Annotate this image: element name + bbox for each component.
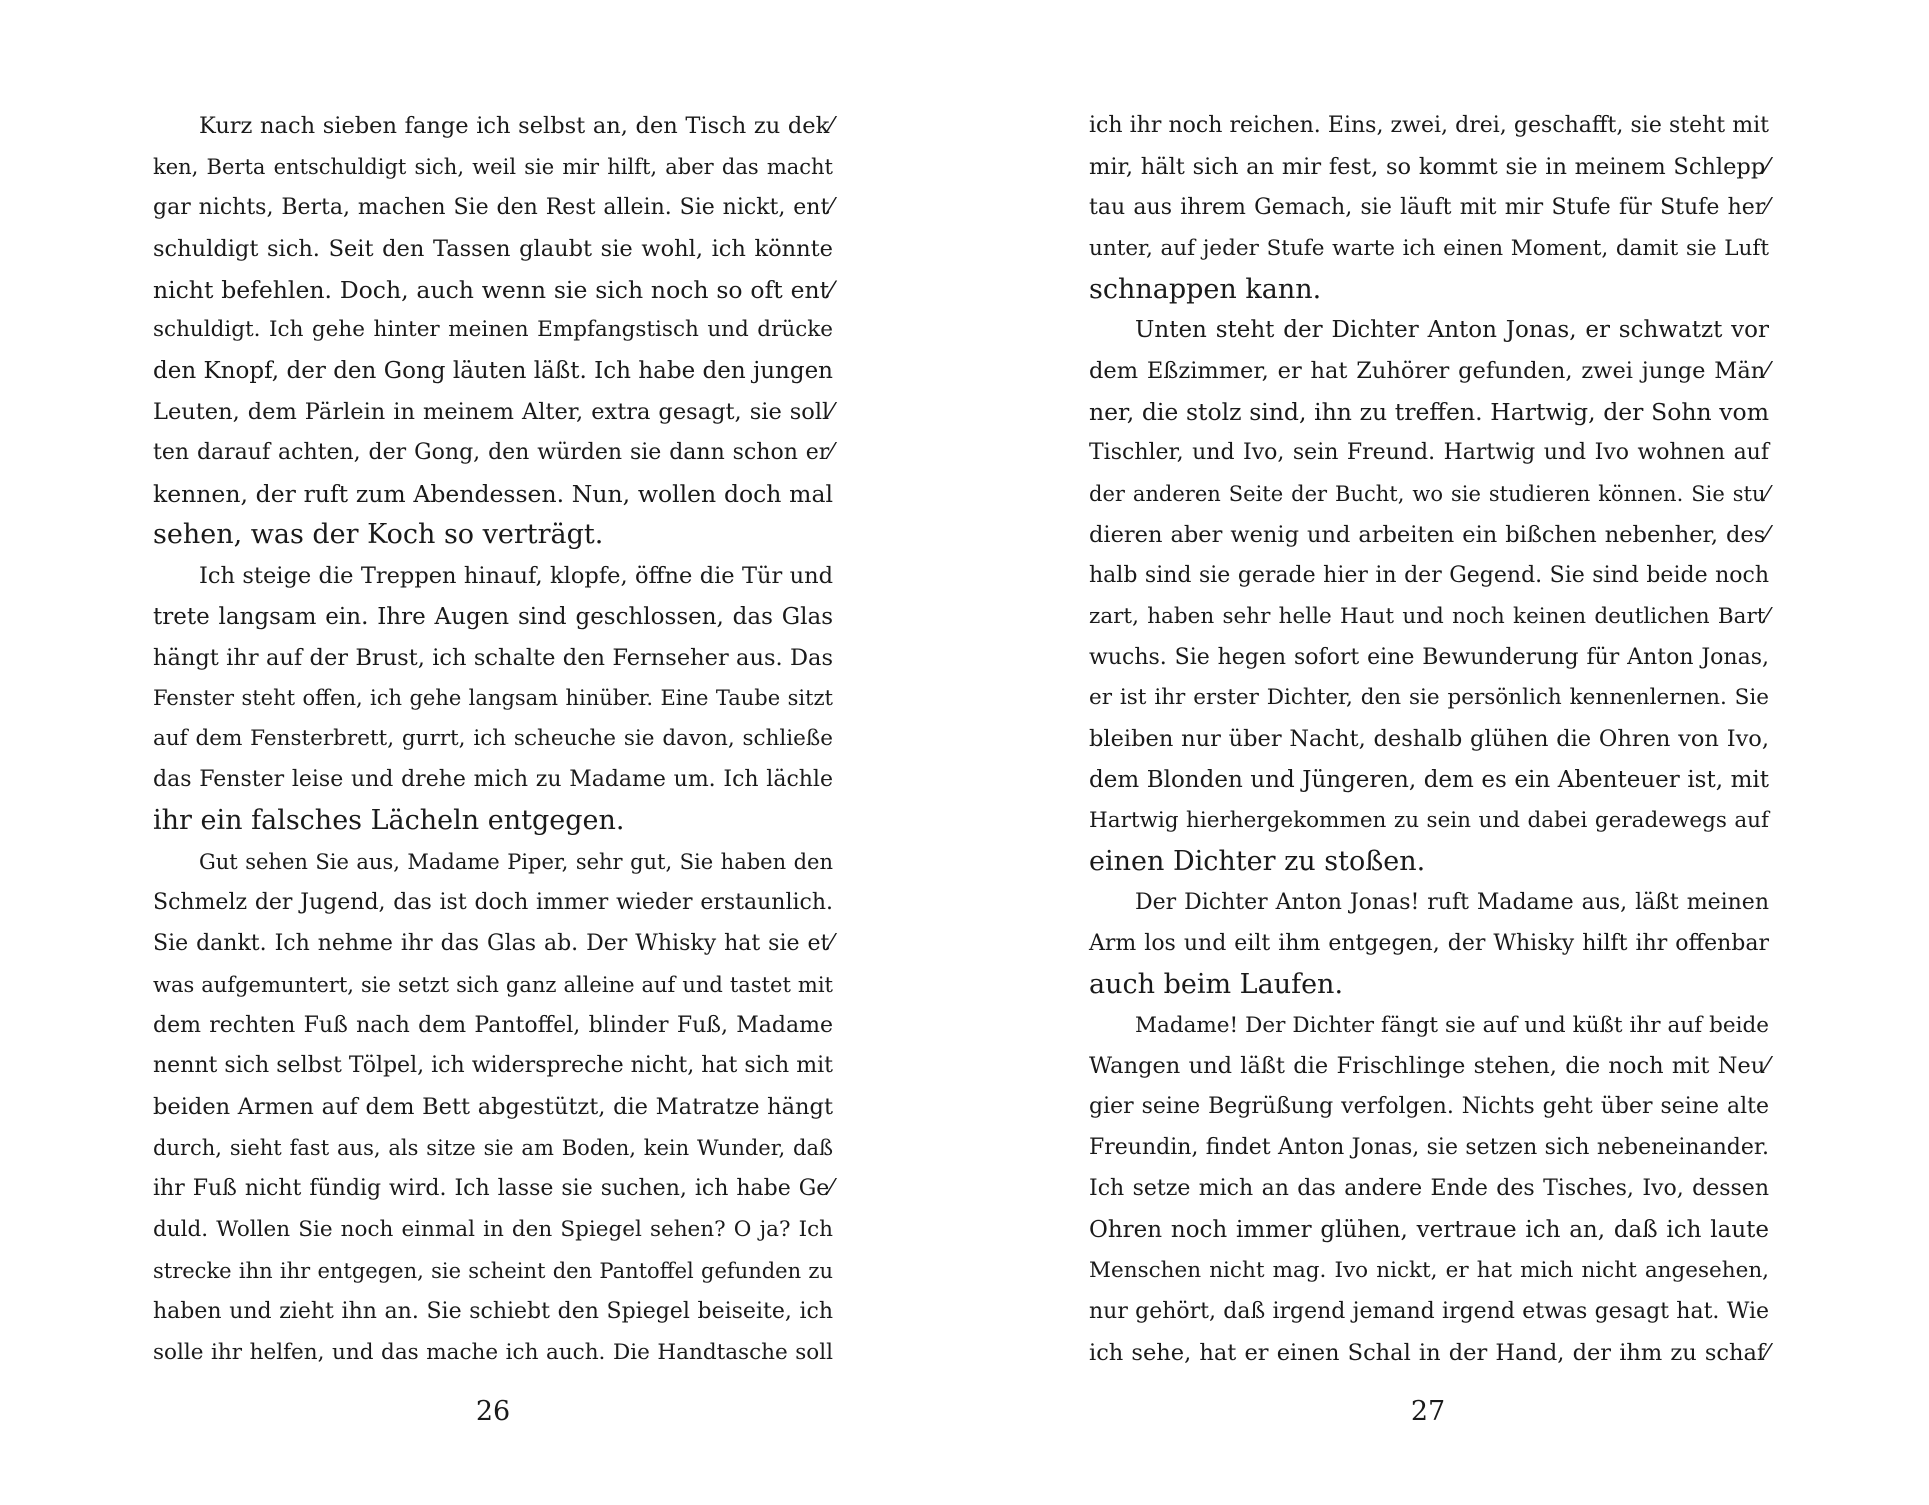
text-line: Gut sehen Sie aus, Madame Piper, sehr gut, Sie haben den [199,850,833,875]
text-line: Arm los und eilt ihm entgegen, der Whisky hilft ihr offenbar [1089,930,1769,956]
text-line: wuchs. Sie hegen sofort eine Bewunderung für Anton Jonas, [1089,644,1769,670]
text-line: Hartwig hierhergekommen zu sein und dabei geradewegs auf [1089,808,1769,834]
text-line: Leuten, dem Pärlein in meinem Alter, extra gesagt, sie soll⁄ [153,399,833,426]
text-line: halb sind sie gerade hier in der Gegend. Sie sind beide noch [1089,562,1769,588]
text-line: Madame! Der Dichter fängt sie auf und küßt ihr auf beide [1135,1012,1769,1038]
text-line: dem rechten Fuß nach dem Pantoffel, blinder Fuß, Madame [153,1012,833,1038]
text-line: das Fenster leise und drehe mich zu Madame um. Ich lächle [153,767,833,793]
text-line: zart, haben sehr helle Haut und noch keinen deutlichen Bart⁄ [1089,603,1769,629]
text-line: trete langsam ein. Ihre Augen sind geschlossen, das Glas [153,603,833,630]
text-line: er ist ihr erster Dichter, den sie persönlich kennenlernen. Sie [1089,685,1769,711]
text-line: ihr ein falsches Lächeln entgegen. [153,805,625,837]
text-line: Freundin, findet Anton Jonas, sie setzen sich nebeneinander. [1089,1135,1769,1161]
text-line: gar nichts, Berta, machen Sie den Rest allein. Sie nickt, ent⁄ [153,194,833,220]
text-line: sehen, was der Koch so verträgt. [153,518,604,550]
text-line: dem Blonden und Jüngeren, dem es ein Abenteuer ist, mit [1089,767,1769,794]
text-line: bleiben nur über Nacht, deshalb glühen die Ohren von Ivo, [1089,726,1769,753]
text-line: Unten steht der Dichter Anton Jonas, er schwatzt vor [1135,317,1769,344]
text-line: tau aus ihrem Gemach, sie läuft mit mir Stufe für Stufe her⁄ [1089,194,1769,220]
text-line: ken, Berta entschuldigt sich, weil sie mir hilft, aber das macht [153,154,833,179]
text-line: auch beim Laufen. [1089,968,1344,1000]
page-number-left: 26 [475,1396,511,1427]
text-line: ihr Fuß nicht fündig wird. Ich lasse sie suchen, ich habe Ge⁄ [153,1176,833,1202]
text-line: hängt ihr auf der Brust, ich schalte den Fernseher aus. Das [153,644,833,671]
text-line: ich ihr noch reichen. Eins, zwei, drei, geschafft, sie steht mit [1089,113,1769,138]
text-line: Tischler, und Ivo, sein Freund. Hartwig und Ivo wohnen auf [1089,440,1769,466]
text-line: Kurz nach sieben fange ich selbst an, den Tisch zu dek⁄ [199,113,833,139]
text-line: dieren aber wenig und arbeiten ein bißchen nebenher, des⁄ [1089,521,1769,548]
text-line: Fenster steht offen, ich gehe langsam hinüber. Eine Taube sitzt [153,686,833,711]
text-line: haben und zieht ihn an. Sie schiebt den Spiegel beiseite, ich [153,1298,833,1324]
text-line: duld. Wollen Sie noch einmal in den Spiegel sehen? O ja? Ich [153,1217,833,1243]
text-line: dem Eßzimmer, er hat Zuhörer gefunden, zwei junge Män⁄ [1089,358,1769,385]
text-line: Ich setze mich an das andere Ende des Tisches, Ivo, dessen [1089,1176,1769,1202]
text-line: beiden Armen auf dem Bett abgestützt, die Matratze hängt [153,1094,833,1121]
text-line: was aufgemuntert, sie setzt sich ganz alleine auf und tastet mit [153,972,833,997]
text-line: unter, auf jeder Stufe warte ich einen Moment, damit sie Luft [1089,235,1769,261]
text-line: kennen, der ruft zum Abendessen. Nun, wollen doch mal [153,480,833,509]
text-line: Sie dankt. Ich nehme ihr das Glas ab. Der Whisky hat sie et⁄ [153,930,833,956]
text-line: nicht befehlen. Doch, auch wenn sie sich noch so oft ent⁄ [153,275,833,304]
text-line: Wangen und läßt die Frischlinge stehen, die noch mit Neu⁄ [1089,1053,1769,1080]
text-line: Ohren noch immer glühen, vertraue ich an, daß ich laute [1089,1217,1769,1244]
right-page [964,0,1928,1505]
text-line: ner, die stolz sind, ihn zu treffen. Hartwig, der Sohn vom [1089,398,1769,427]
page-number-right: 27 [1410,1396,1446,1427]
text-line: nur gehört, daß irgend jemand irgend etwas gesagt hat. Wie [1089,1298,1769,1324]
text-line: schuldigt sich. Seit den Tassen glaubt sie wohl, ich könnte [153,235,833,262]
left-page-text [153,106,833,1374]
text-line: ich sehe, hat er einen Schal in der Hand, der ihm zu schaf⁄ [1089,1339,1769,1366]
text-line: mir, hält sich an mir fest, so kommt sie in meinem Schlepp⁄ [1089,153,1769,180]
text-line: durch, sieht fast aus, als sitze sie am Boden, kein Wunder, daß [153,1136,833,1161]
text-line: einen Dichter zu stoßen. [1089,846,1426,878]
text-line: ten darauf achten, der Gong, den würden sie dann schon er⁄ [153,440,833,466]
text-line: gier seine Begrüßung verfolgen. Nichts geht über seine alte [1089,1094,1769,1120]
left-page [0,0,964,1505]
text-line: strecke ihn ihr entgegen, sie scheint den Pantoffel gefunden zu [153,1258,833,1283]
text-line: solle ihr helfen, und das mache ich auch. Die Handtasche soll [153,1339,833,1365]
text-line: auf dem Fensterbrett, gurrt, ich scheuche sie davon, schließe [153,726,833,752]
right-page-text [1089,106,1769,1374]
text-line: Der Dichter Anton Jonas! ruft Madame aus, läßt meinen [1135,889,1769,915]
text-line: Ich steige die Treppen hinauf, klopfe, öffne die Tür und [199,562,833,589]
text-line: schuldigt. Ich gehe hinter meinen Empfangstisch und drücke [153,317,833,343]
text-line: den Knopf, der den Gong läuten läßt. Ich habe den jungen [153,358,833,385]
text-line: Menschen nicht mag. Ivo nickt, er hat mich nicht angesehen, [1089,1257,1769,1283]
text-line: schnappen kann. [1089,273,1322,305]
text-line: nennt sich selbst Tölpel, ich widerspreche nicht, hat sich mit [153,1053,833,1079]
text-line: der anderen Seite der Bucht, wo sie studieren können. Sie stu⁄ [1089,482,1769,507]
text-line: Schmelz der Jugend, das ist doch immer wieder erstaunlich. [153,889,833,915]
